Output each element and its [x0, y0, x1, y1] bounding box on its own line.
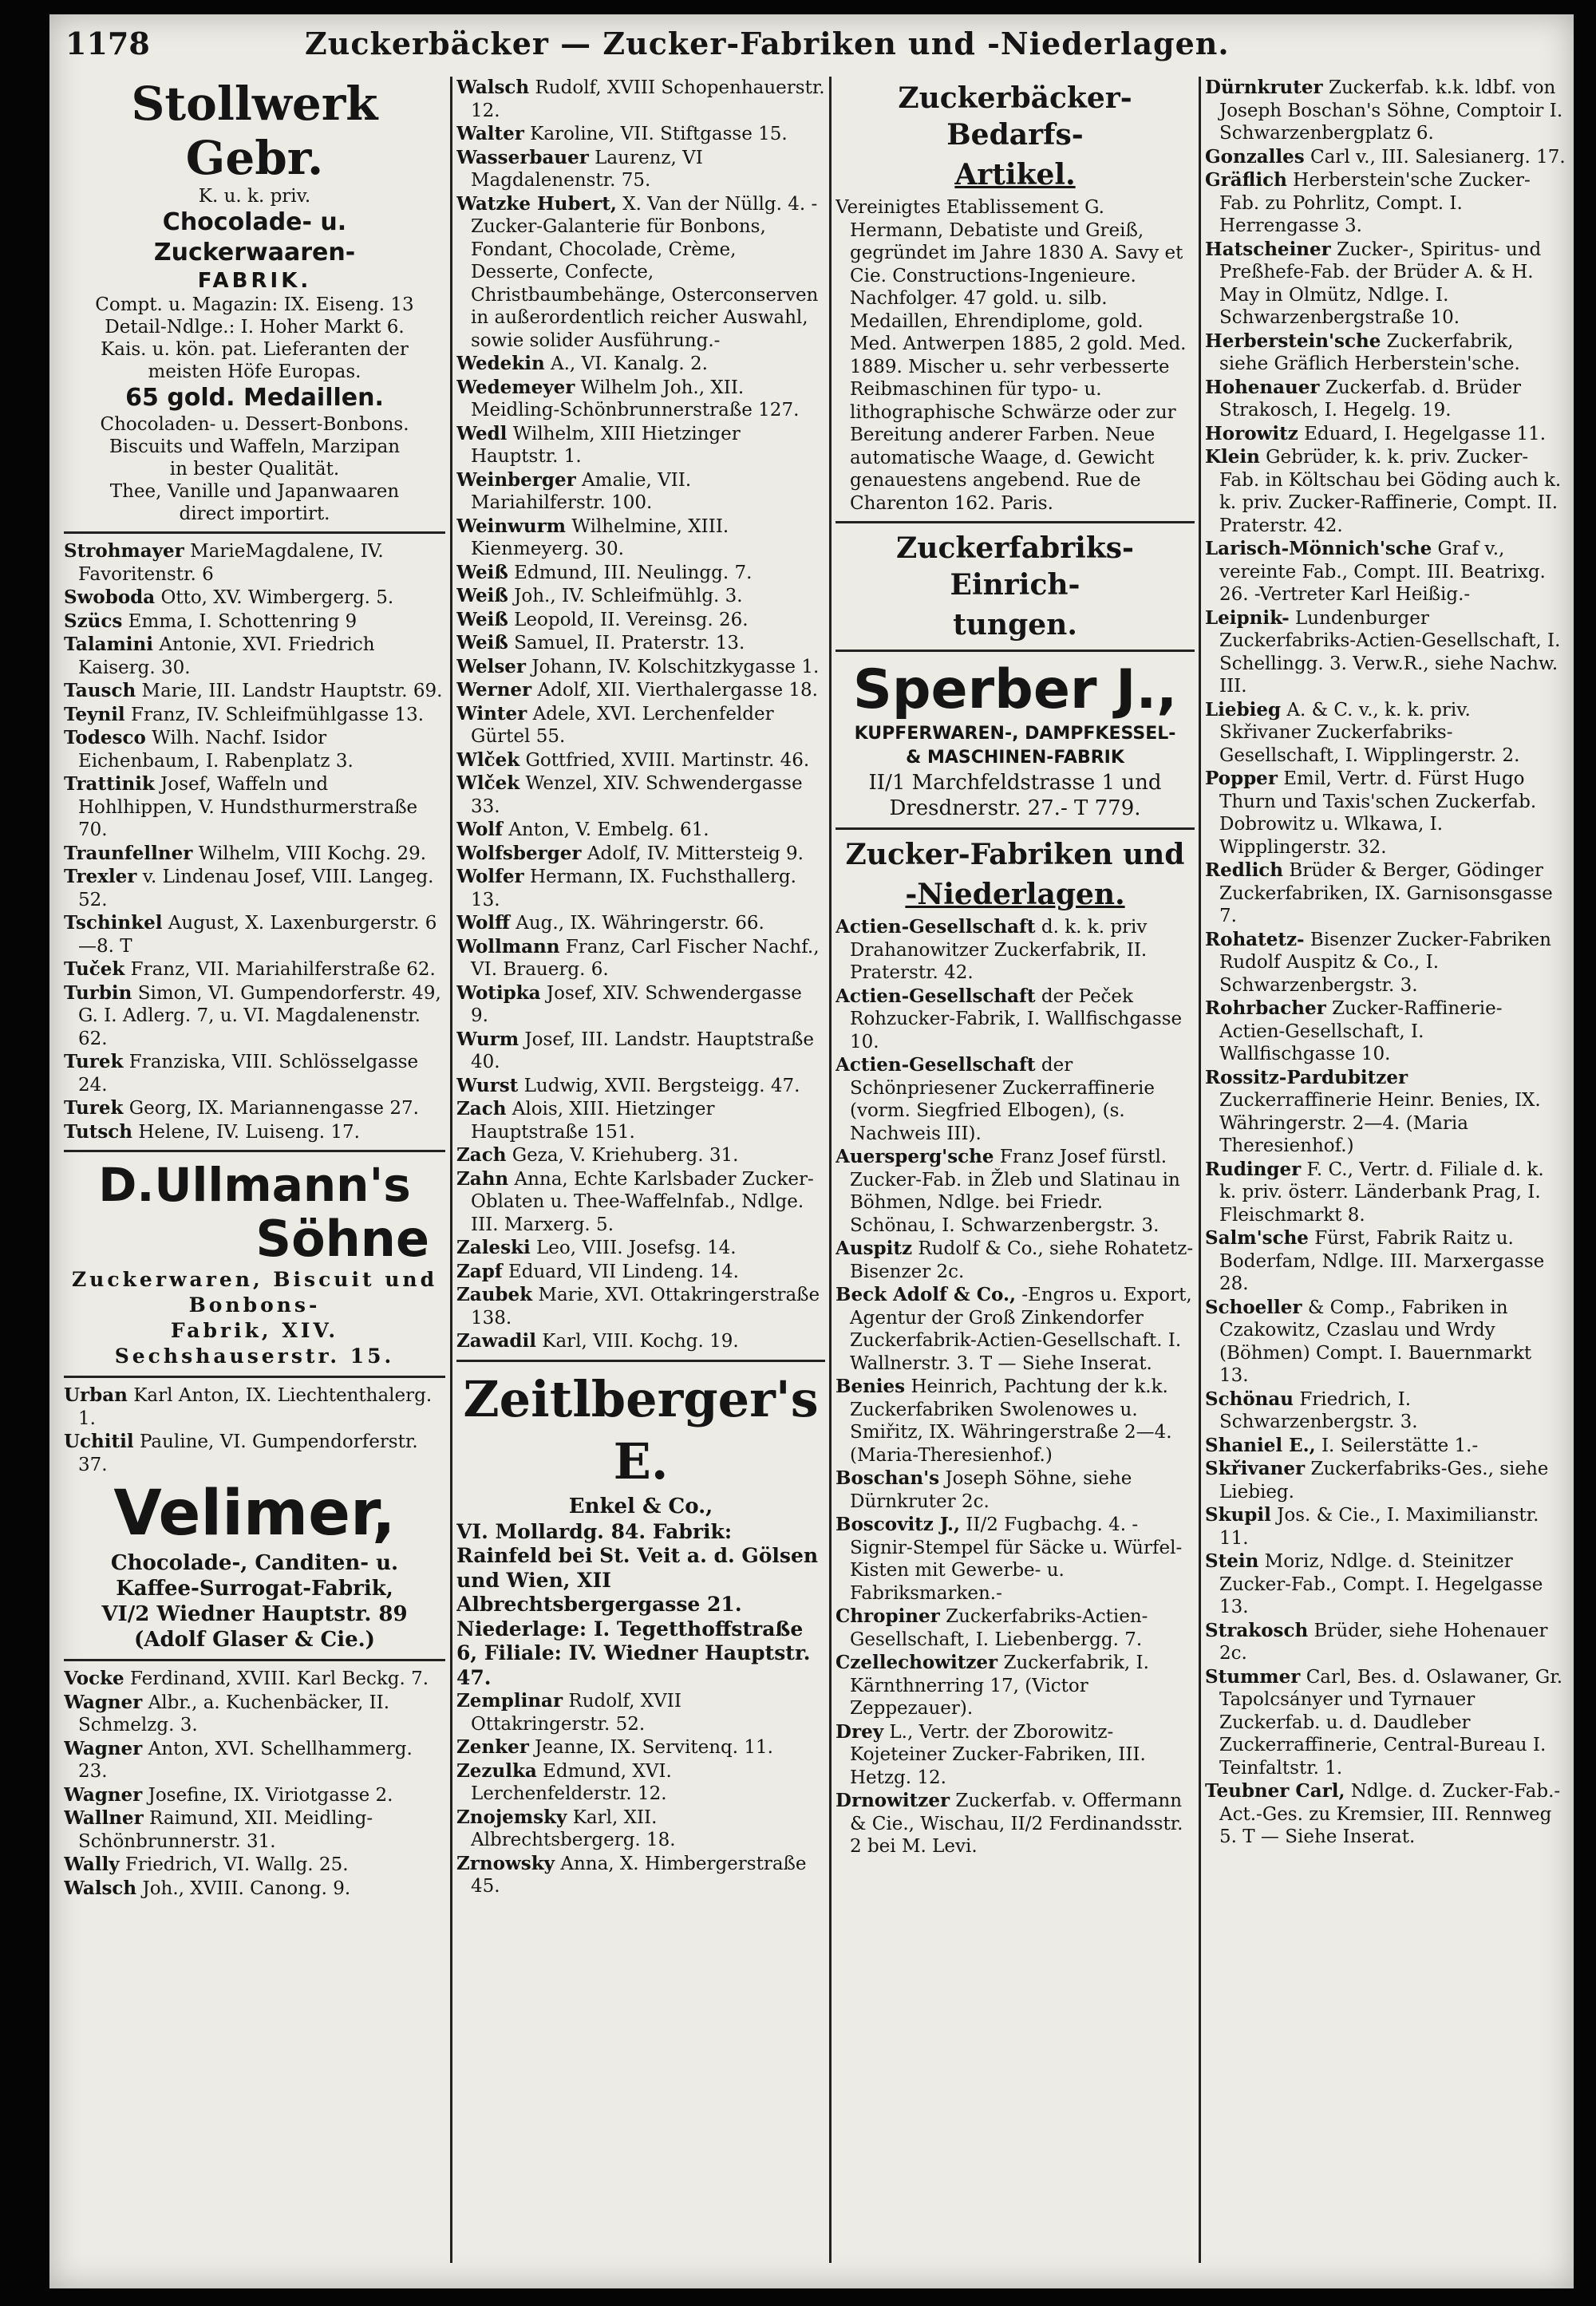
- ad-name: Zeitlberger's E.: [463, 1369, 819, 1491]
- ad-line: Dresdnerstr. 27.- T 779.: [889, 796, 1141, 820]
- list-item: Werner Adolf, XII. Vierthalergasse 18.: [456, 679, 818, 701]
- list-item: Winter Adele, XVI. Lerchenfelder Gürtel 55.: [456, 702, 774, 747]
- section-heading: Zucker-Fabriken und: [845, 838, 1185, 871]
- list-item: Popper Emil, Vertr. d. Fürst Hugo Thurn und Taxis'schen Zuckerfab. Dobrowitz u. Wlkawa, I. Wipplingerstr. 32.: [1205, 768, 1537, 858]
- list-item: Trexler v. Lindenau Josef, VIII. Langeg. 52.: [64, 866, 434, 910]
- list-item: Urban Karl Anton, IX. Liechtenthalerg. 1.: [64, 1384, 433, 1429]
- ad-line: Chocolade-, Canditen- u.: [110, 1551, 399, 1575]
- ad-line: Zuckerwaren, Biscuit und Bonbons-: [71, 1268, 438, 1317]
- list-item: Trattinik Josef, Waffeln und Hohlhippen, V. Hundsthurmerstraße 70.: [64, 773, 418, 840]
- running-title: Zuckerbäcker — Zucker-Fabriken und -Niederlagen.: [305, 26, 1230, 61]
- list-item: Wallner Raimund, XII. Meidling-Schönbrunnerstr. 31.: [64, 1807, 373, 1852]
- divider: [64, 1150, 445, 1152]
- zeitlberger-advertisement: [456, 1368, 825, 1691]
- ad-line: KUPFERWAREN-, DAMPFKESSEL-: [854, 724, 1176, 744]
- ad-line: Detail-Ndlge.: I. Hoher Markt 6.: [105, 317, 405, 338]
- section-heading: -Niederlagen.: [905, 878, 1125, 911]
- list-item: Wagner Josefine, IX. Viriotgasse 2.: [64, 1783, 393, 1806]
- ad-line: K. u. k. priv.: [198, 186, 311, 207]
- list-item: Drey L., Vertr. der Zborowitz-Kojeteiner Zucker-Fabriken, III. Hetzg. 12.: [836, 1720, 1146, 1788]
- list-item: Wagner Albr., a. Kuchenbäcker, II. Schmelzg. 3.: [64, 1691, 390, 1735]
- ad-name: Stollwerk Gebr.: [131, 77, 378, 185]
- list-item: Weiß Edmund, III. Neulingg. 7.: [456, 561, 753, 583]
- list-item: Schönau Friedrich, I. Schwarzenbergstr. 3.: [1205, 1388, 1418, 1432]
- list-item: Salm'sche Fürst, Fabrik Raitz u. Boderfam, Ndlge. III. Marxergasse 28.: [1205, 1227, 1545, 1294]
- ad-line: Biscuits und Waffeln, Marzipan: [109, 436, 401, 457]
- column-1: [64, 77, 445, 2267]
- ad-name: D.Ullmann's: [98, 1158, 411, 1212]
- list-item: Tschinkel August, X. Laxenburgerstr. 6—8. T: [64, 912, 437, 957]
- list-item: Shaniel E., I. Seilerstätte 1.-: [1205, 1434, 1479, 1456]
- ad-name: Söhne: [255, 1210, 429, 1268]
- divider: [836, 521, 1195, 523]
- column-3: [836, 77, 1195, 2267]
- list-item: Wurst Ludwig, XVII. Bergsteigg. 47.: [456, 1074, 800, 1096]
- list-item: Actien-Gesellschaft der Schönpriesener Zuckerraffinerie (vorm. Siegfried Elbogen), (s. Nachweis III).: [836, 1054, 1155, 1144]
- list-item: Zahn Anna, Echte Karlsbader Zucker-Oblaten u. Thee-Waffelnfab., Ndlge. III. Marxerg. 5.: [456, 1167, 814, 1235]
- list-item: Wlček Wenzel, XIV. Schwendergasse 33.: [456, 772, 803, 817]
- list-item: Welser Johann, IV. Kolschitzkygasse 1.: [456, 655, 820, 677]
- list-item: Benies Heinrich, Pachtung der k.k. Zuckerfabriken Swolenowes u. Smiřitz, IX. Währingerstraße 2—4. (Maria-Theresienhof.): [836, 1376, 1172, 1466]
- list-item: Szücs Emma, I. Schottenring 9: [64, 610, 358, 632]
- list-item: Turek Franziska, VIII. Schlösselgasse 24.: [64, 1051, 419, 1096]
- list-item: Traunfellner Wilhelm, VIII Kochg. 29.: [64, 842, 427, 864]
- list-item: Beck Adolf & Co., -Engros u. Export, Agentur der Groß Zinkendorfer Zuckerfabrik-Actien-Gesellschaft. I. Wallnerstr. 3. T — Siehe Inserat.: [836, 1284, 1192, 1374]
- column-rule: [1199, 77, 1201, 2263]
- list-item: Weiß Leopold, II. Vereinsg. 26.: [456, 608, 749, 630]
- section-heading: Zuckerfabriks-Einrich-: [896, 531, 1134, 602]
- sperber-advertisement: [836, 658, 1195, 821]
- directory-page: [49, 14, 1574, 2288]
- list-item: Herberstein'sche Zuckerfabrik, siehe Gräflich Herberstein'sche.: [1205, 330, 1520, 374]
- list-item: Zach Alois, XIII. Hietzinger Hauptstraße 151.: [456, 1098, 715, 1143]
- list-item: Horowitz Eduard, I. Hegelgasse 11.: [1205, 422, 1547, 444]
- list-item: Walter Karoline, VII. Stiftgasse 15.: [456, 123, 788, 144]
- list-item: Teubner Carl, Ndlge. d. Zucker-Fab.-Act.-Ges. zu Kremsier, III. Rennweg 5. T — Siehe Inserat.: [1205, 1780, 1561, 1847]
- list-item: Turek Georg, IX. Mariannengasse 27.: [64, 1097, 419, 1119]
- section-heading: Zuckerbäcker-Bedarfs-: [898, 81, 1132, 152]
- divider: [64, 1659, 445, 1661]
- list-item: Rohatetz- Bisenzer Zucker-Fabriken Rudolf Auspitz & Co., I. Schwarzenbergstr. 3.: [1205, 928, 1551, 996]
- list-item: Klein Gebrüder, k. k. priv. Zucker-Fab. in Költschau bei Göding auch k. k. priv. Zucker-Raffinerie, Compt. II. Praterstr. 42.: [1205, 446, 1562, 536]
- list-item: Zach Geza, V. Kriehuberg. 31.: [456, 1144, 739, 1166]
- list-item: Zemplinar Rudolf, XVII Ottakringerstr. 52.: [456, 1690, 681, 1735]
- list-item: Tutsch Helene, IV. Luiseng. 17.: [64, 1120, 360, 1143]
- list-item: Hatscheiner Zucker-, Spiritus- und Preßhefe-Fab. der Brüder A. & H. May in Olmütz, Ndlge. I. Schwarzenbergstraße 10.: [1205, 238, 1542, 328]
- column-4: [1205, 77, 1566, 2267]
- list-item: Rossitz-Pardubitzer Zuckerraffinerie Heinr. Benies, IX. Währingerstr. 2—4. (Maria Theresienhof.): [1205, 1066, 1541, 1156]
- ad-line: Kais. u. kön. pat. Lieferanten der: [101, 339, 409, 360]
- list-item: Wolfer Hermann, IX. Fuchsthallerg. 13.: [456, 866, 796, 910]
- list-item: Wolfsberger Adolf, IV. Mittersteig 9.: [456, 842, 804, 864]
- list-item: Tuček Franz, VII. Mariahilferstraße 62.: [64, 958, 436, 980]
- list-item: Auersperg'sche Franz Josef fürstl. Zucker-Fab. in Žleb und Slatinau in Böhmen, Ndlge. bei Friedr. Schönau, I. Schwarzenbergstr. 3.: [836, 1146, 1180, 1236]
- list-item: Wedl Wilhelm, XIII Hietzinger Hauptstr. 1.: [456, 422, 741, 467]
- list-item: Larisch-Mönnich'sche Graf v., vereinte Fab., Compt. III. Beatrixg. 26. -Vertreter Karl Heißig.-: [1205, 538, 1546, 605]
- list-item: Wasserbauer Laurenz, VI Magdalenenstr. 75.: [456, 146, 703, 191]
- list-item: Vereinigtes Etablissement G. Hermann, Debatiste und Greiß, gegründet im Jahre 1830 A. Savy et Cie. Constructions-Ingenieure. Nachfolger. 47 gold. u. silb. Medaillen, Ehrendiplome, gold. Med. Antwerpen 1885, 2 gold. Med. 1889. Mischer u. sehr verbesserte Reibmaschinen für typo- u. lithographische Schwärze oder zur Bereitung anderer Farben. Neue automatische Waage, d. Gewicht genauestens angebend. Rue de Charenton 162. Paris.: [836, 197, 1187, 514]
- ad-line: VI/2 Wiedner Hauptstr. 89: [101, 1602, 408, 1626]
- ad-line: 65 gold. Medaillen.: [125, 384, 384, 412]
- list-item: Watzke Hubert, X. Van der Nüllg. 4. -Zucker-Galanterie für Bonbons, Fondant, Chocolade, Crème, Desserte, Confecte, Christbaumbehänge, Osterconserven in außerordentlich reicher Auswahl, sowie solider Ausführung.-: [456, 192, 819, 351]
- ad-line: meisten Höfe Europas.: [148, 361, 361, 382]
- list-item: Drnowitzer Zuckerfab. v. Offermann & Cie., Wischau, II/2 Ferdinandsstr. 2 bei M. Levi.: [836, 1790, 1183, 1857]
- column-2: [456, 77, 825, 2267]
- ad-line: (Adolf Glaser & Cie.): [134, 1628, 375, 1652]
- divider: [64, 531, 445, 534]
- list-item: Talamini Antonie, XVI. Friedrich Kaiserg. 30.: [64, 634, 375, 678]
- list-item: Skřivaner Zuckerfabriks-Ges., siehe Liebieg.: [1205, 1458, 1549, 1502]
- list-item: Zaleski Leo, VIII. Josefsg. 14.: [456, 1237, 737, 1258]
- ad-line: Enkel & Co.,: [568, 1494, 713, 1518]
- list-item: Dürnkruter Zuckerfab. k.k. ldbf. von Joseph Boschan's Söhne, Comptoir I. Schwarzenbergplatz 6.: [1205, 77, 1563, 144]
- list-item: Stummer Carl, Bes. d. Oslawaner, Gr. Tapolcsányer und Tyrnauer Zuckerfab. u. d. Daudleber Zuckerraffinerie, Central-Bureau I. Teinfaltstr. 1.: [1205, 1665, 1563, 1779]
- ad-line: FABRIK.: [197, 269, 312, 293]
- ad-line: Kaffee-Surrogat-Fabrik,: [116, 1577, 393, 1601]
- divider: [64, 1376, 445, 1378]
- list-item: Rudinger F. C., Vertr. d. Filiale d. k. k. priv. österr. Länderbank Prag, I. Fleischmarkt 8.: [1205, 1158, 1544, 1226]
- divider: [836, 827, 1195, 830]
- ad-name: Velimer,: [113, 1478, 396, 1550]
- list-item: Liebieg A. & C. v., k. k. priv. Skřivaner Zuckerfabriks-Gesellschaft, I. Wipplingerstr. 2.: [1205, 698, 1520, 766]
- list-item: Znojemsky Karl, XII. Albrechtsbergerg. 18.: [456, 1806, 676, 1850]
- list-item: Wally Friedrich, VI. Wallg. 25.: [64, 1854, 349, 1875]
- list-item: Teynil Franz, IV. Schleifmühlgasse 13.: [64, 703, 425, 725]
- column-rule: [450, 77, 452, 2263]
- ad-name: Sperber J.,: [852, 658, 1178, 721]
- section-heading: tungen.: [953, 608, 1077, 642]
- list-item: Chropiner Zuckerfabriks-Actien-Gesellschaft, I. Liebenbergg. 7.: [836, 1605, 1148, 1650]
- list-item: Strohmayer MarieMagdalene, IV. Favoritenstr. 6: [64, 540, 384, 585]
- list-item: Weiß Joh., IV. Schleifmühlg. 3.: [456, 585, 743, 606]
- list-item: Stein Moriz, Ndlge. d. Steinitzer Zucker-Fab., Compt. I. Hegelgasse 13.: [1205, 1550, 1543, 1617]
- list-item: Leipnik- Lundenburger Zuckerfabriks-Actien-Gesellschaft, I. Schellingg. 3. Verw.R., siehe Nachw. III.: [1205, 606, 1561, 697]
- list-item: Zawadil Karl, VIII. Kochg. 19.: [456, 1330, 739, 1352]
- list-item: Schoeller & Comp., Fabriken in Czakowitz, Czaslau und Wrdy (Böhmen) Compt. I. Bauernmarkt 13.: [1205, 1296, 1532, 1386]
- divider: [836, 650, 1195, 652]
- list-item: Hohenauer Zuckerfab. d. Brüder Strakosch, I. Hegelg. 19.: [1205, 376, 1522, 421]
- list-item: Actien-Gesellschaft d. k. k. priv Drahanowitzer Zuckerfabrik, II. Praterstr. 42.: [836, 916, 1148, 983]
- list-item: Wedekin A., VI. Kanalg. 2.: [456, 353, 708, 374]
- list-item: Zaubek Marie, XVI. Ottakringerstraße 138.: [456, 1284, 820, 1329]
- list-item: Zenker Jeanne, IX. Servitenq. 11.: [456, 1736, 773, 1758]
- list-item: Auspitz Rudolf & Co., siehe Rohatetz-Bisenzer 2c.: [836, 1238, 1194, 1282]
- list-item: Walsch Joh., XVIII. Canong. 9.: [64, 1877, 351, 1899]
- list-item: Zrnowsky Anna, X. Himbergerstraße 45.: [456, 1852, 807, 1897]
- list-item: Strakosch Brüder, siehe Hohenauer 2c.: [1205, 1619, 1548, 1664]
- list-item: Wurm Josef, III. Landstr. Hauptstraße 40.: [456, 1028, 814, 1072]
- list-item: Redlich Brüder & Berger, Gödinger Zuckerfabriken, IX. Garnisonsgasse 7.: [1205, 859, 1553, 926]
- ad-line: Chocolade- u. Zuckerwaaren-: [153, 208, 356, 267]
- ad-line: II/1 Marchfeldstrasse 1 und: [868, 771, 1162, 795]
- column-rule: [829, 77, 832, 2263]
- velimer-advertisement: [64, 1477, 445, 1653]
- list-item: Weiß Samuel, II. Praterstr. 13.: [456, 632, 745, 653]
- ad-line: VI. Mollardg. 84. Fabrik: Rainfeld bei St. Veit a. d. Gölsen und Wien, XII Albrechtsbergergasse 21. Niederlage: I. Tegetthoffstraße 6, Filiale: IV. Wiedner Hauptstr. 47.: [456, 1519, 819, 1689]
- ad-line: Compt. u. Magazin: IX. Eiseng. 13: [95, 294, 414, 315]
- list-item: Zezulka Edmund, XVI. Lerchenfelderstr. 12.: [456, 1759, 672, 1804]
- list-item: Todesco Wilh. Nachf. Isidor Eichenbaum, I. Rabenplatz 3.: [64, 727, 354, 772]
- list-item: Actien-Gesellschaft der Peček Rohzucker-Fabrik, I. Wallfischgasse 10.: [836, 985, 1183, 1052]
- page-number: 1178: [65, 26, 150, 61]
- list-item: Wedemeyer Wilhelm Joh., XII. Meidling-Schönbrunnerstraße 127.: [456, 376, 800, 421]
- ad-line: direct importirt.: [179, 503, 330, 524]
- list-item: Wotipka Josef, XIV. Schwendergasse 9.: [456, 981, 802, 1026]
- ad-line: & MASCHINEN-FABRIK: [906, 748, 1124, 768]
- list-item: Weinberger Amalie, VII. Mariahilferstr. 100.: [456, 468, 692, 513]
- list-item: Gonzalles Carl v., III. Salesianerg. 17.: [1205, 145, 1566, 168]
- list-item: Rohrbacher Zucker-Raffinerie-Actien-Gesellschaft, I. Wallfischgasse 10.: [1205, 997, 1503, 1064]
- list-item: Wolff Aug., IX. Währingerstr. 66.: [456, 912, 764, 934]
- list-item: Walsch Rudolf, XVIII Schopenhauerstr. 12.: [456, 77, 825, 121]
- list-item: Turbin Simon, VI. Gumpendorferstr. 49, G. I. Adlerg. 7, u. VI. Magdalenenstr. 62.: [64, 981, 441, 1049]
- ad-line: in bester Qualität.: [169, 459, 340, 480]
- divider: [456, 1360, 825, 1362]
- list-item: Wagner Anton, XVI. Schellhammerg. 23.: [64, 1737, 413, 1782]
- stollwerk-advertisement: [64, 77, 445, 525]
- list-item: Gräflich Herberstein'sche Zucker-Fab. zu Pohrlitz, Compt. I. Herrengasse 3.: [1205, 169, 1531, 236]
- list-item: Zapf Eduard, VII Lindeng. 14.: [456, 1260, 739, 1282]
- list-item: Skupil Jos. & Cie., I. Maximilianstr. 11.: [1205, 1504, 1539, 1549]
- list-item: Vocke Ferdinand, XVIII. Karl Beckg. 7.: [64, 1668, 429, 1689]
- section-heading: Artikel.: [954, 158, 1076, 192]
- ad-line: Fabrik, XIV. Sechshauserstr. 15.: [114, 1319, 395, 1368]
- list-item: Weinwurm Wilhelmine, XIII. Kienmeyerg. 30.: [456, 515, 729, 559]
- list-item: Tausch Marie, III. Landstr Hauptstr. 69.: [64, 680, 443, 701]
- list-item: Wolf Anton, V. Embelg. 61.: [456, 819, 709, 840]
- page-header: [65, 22, 1566, 70]
- list-item: Uchitil Pauline, VI. Gumpendorferstr. 37.: [64, 1431, 418, 1475]
- list-item: Wollmann Franz, Carl Fischer Nachf., VI. Brauerg. 6.: [456, 935, 820, 980]
- list-item: Czellechowitzer Zuckerfabrik, I. Kärnthnerring 17, (Victor Zeppezauer).: [836, 1652, 1149, 1719]
- ullmann-advertisement: [64, 1159, 445, 1369]
- entry-list: [64, 540, 445, 1143]
- ad-line: Thee, Vanille und Japanwaaren: [109, 481, 400, 502]
- ad-line: Chocoladen- u. Dessert-Bonbons.: [100, 414, 409, 435]
- list-item: Wlček Gottfried, XVIII. Martinstr. 46.: [456, 748, 810, 771]
- list-item: Boschan's Joseph Söhne, siehe Dürnkruter 2c.: [836, 1467, 1132, 1512]
- list-item: Boscovitz J., II/2 Fugbachg. 4. -Signir-Stempel für Säcke u. Würfel-Kisten mit Gewerbe- u. Fabriksmarken.-: [836, 1514, 1183, 1604]
- list-item: Swoboda Otto, XV. Wimbergerg. 5.: [64, 586, 394, 608]
